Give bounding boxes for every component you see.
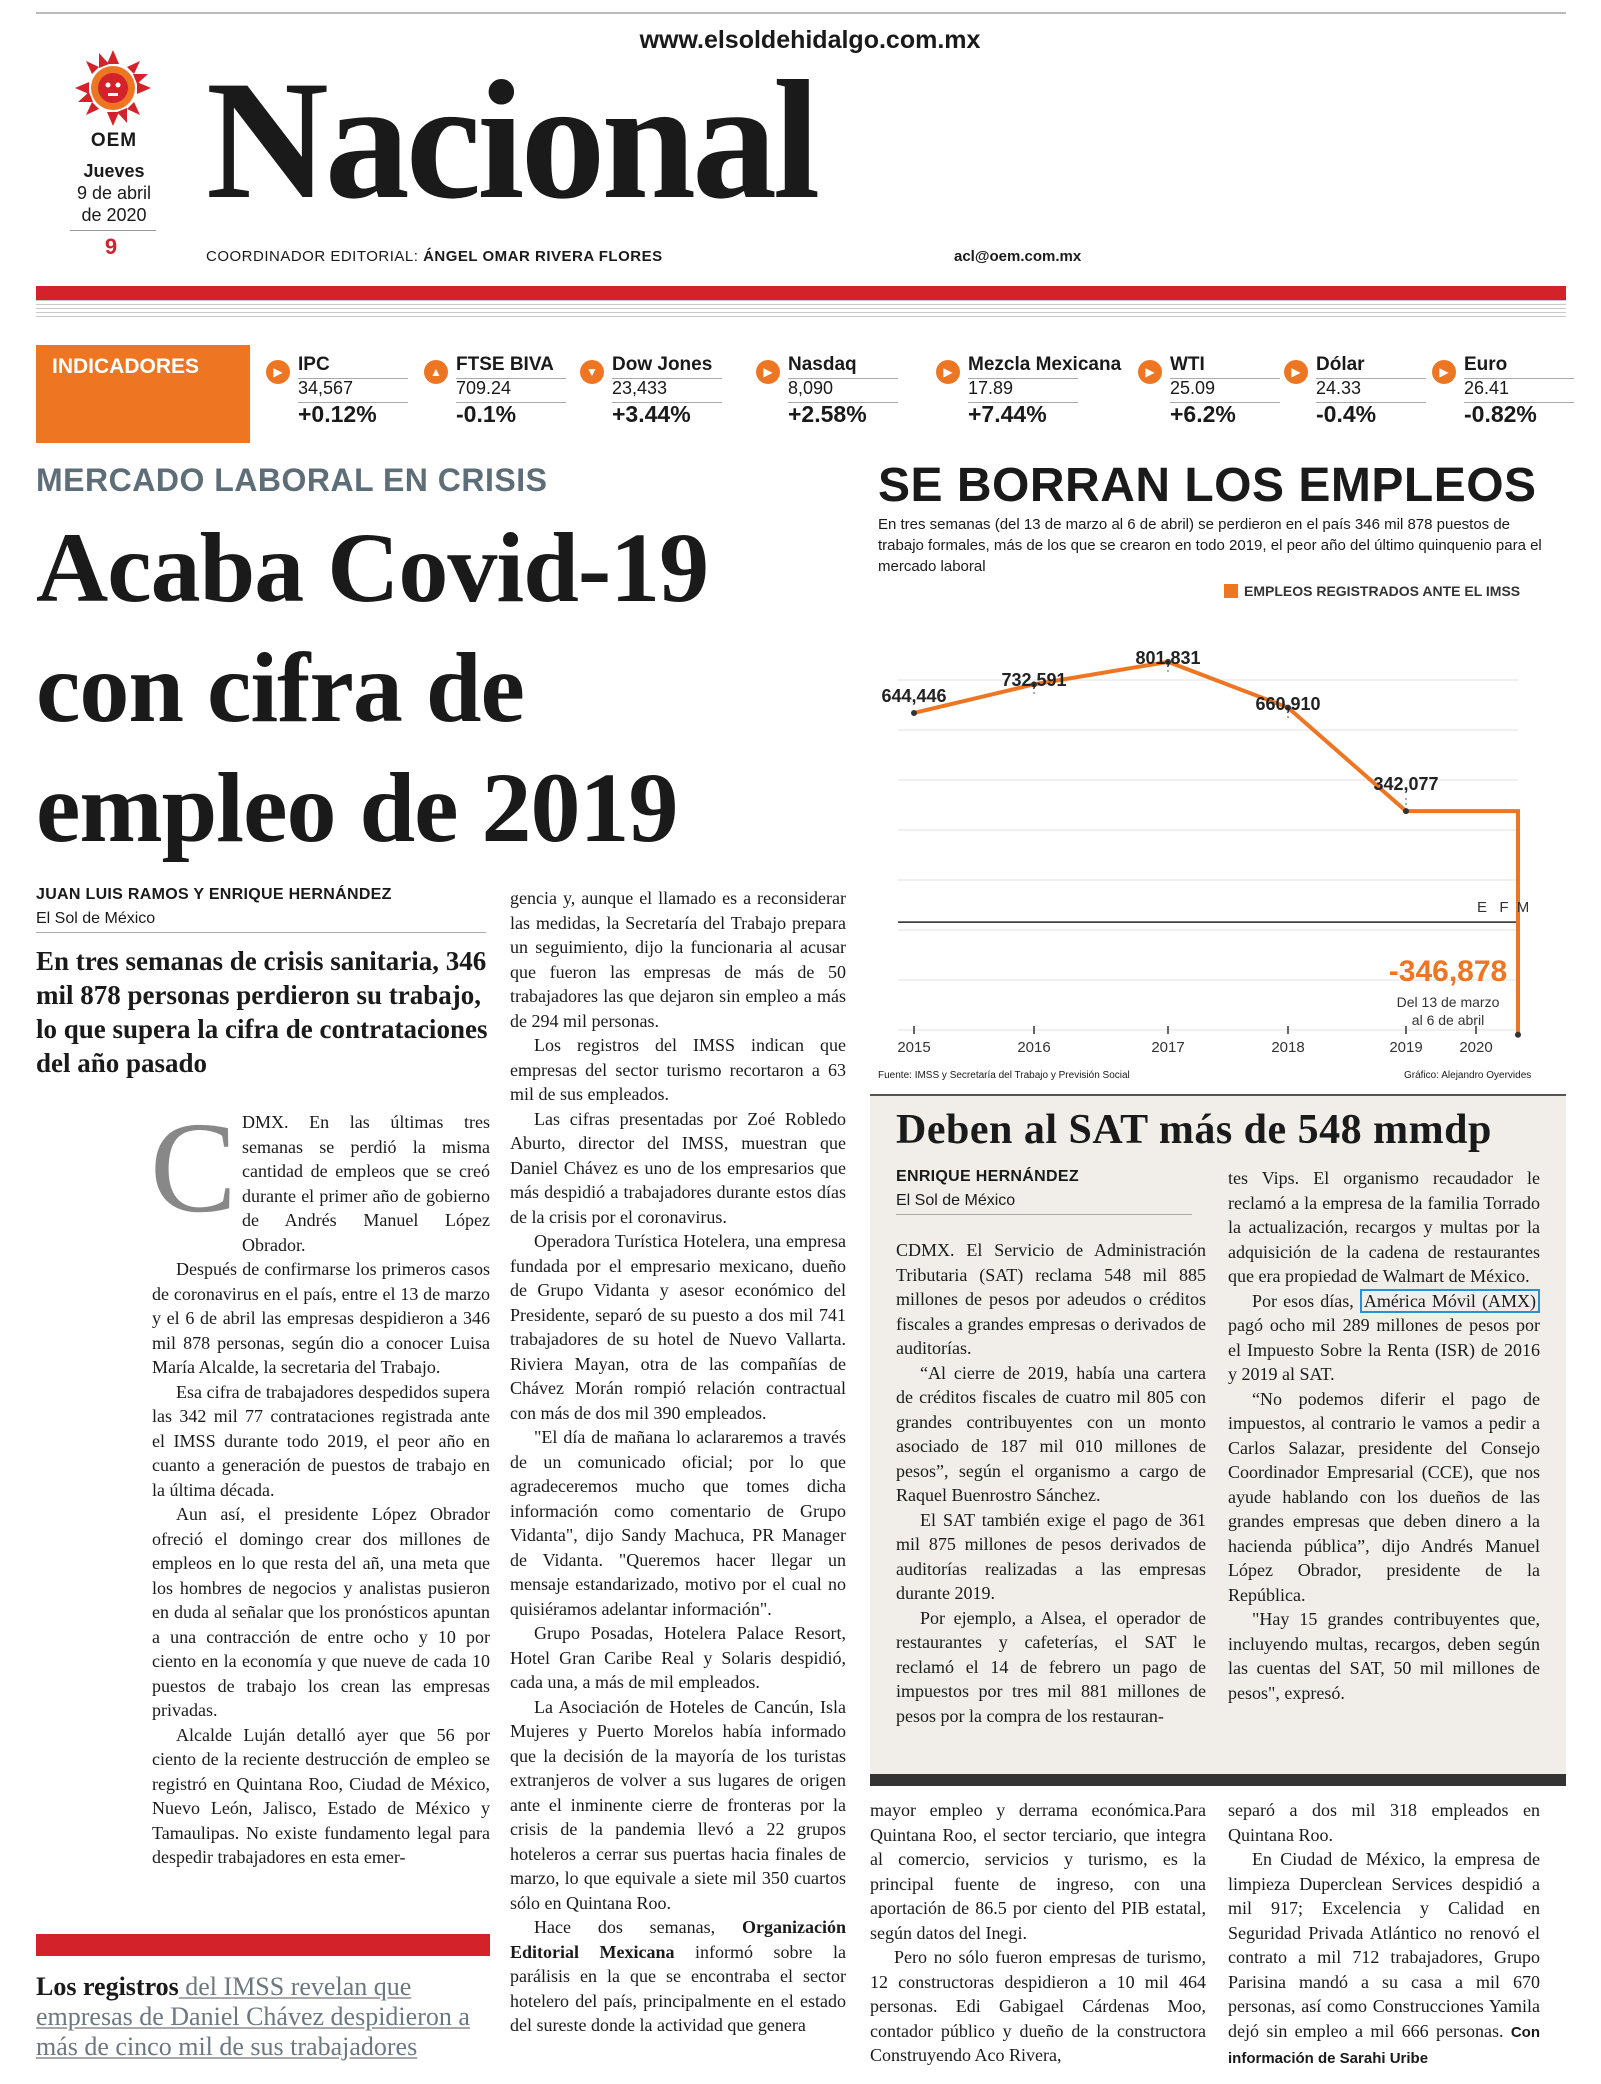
indicator-name: Dow Jones [612,354,713,375]
loss-note: al 6 de abril [1411,1011,1485,1028]
month-label: E [1476,899,1488,917]
date-divider [70,230,156,231]
masthead-hatch [36,300,1566,318]
text-run: pagó ocho mil 289 millones de pesos por el Impuesto Sobre la Renta (ISR) de 2016 y 2019 al SAT. [1228,1315,1540,1384]
text-run: En Ciudad de México, la empresa de limpieza Duperclean Services despidió a mil 917; Excelencia y Calidad en Seguridad Privada Atlántico no renovó el contrato a mil 712 trabajadores, Grupo Parisina mandó a su casa a mil 670 personas, así como Construcciones Yamila dejó sin empleo a mil 666 personas. [1228,1849,1540,2041]
indicator-value: 26.41 [1464,378,1510,398]
arrow-up-icon: ▲ [424,360,448,384]
headline-line-3: empleo de 2019 [36,752,678,863]
chart-credit: Gráfico: Alejandro Oyervides [1404,1070,1532,1081]
story-column-1 [150,1096,490,1870]
sat-byline: ENRIQUE HERNÁNDEZ [896,1168,1079,1185]
headline-line-2: con cifra de [36,632,524,743]
indicator-0 [266,352,416,444]
sat-paragraph: tes Vips. El organismo recaudador le reclamó a la empresa de la familia Torrado la actualización, recargos y multas por la adquisición de la cadena de restaurantes que era propiedad de Walmart de México. [1228,1168,1540,1286]
coordinator-line [206,248,663,265]
story-paragraph: Grupo Posadas, Hotelera Palace Resort, Hotel Gran Caribe Real y Solaris despidió, cada una, a más de mil empleados. [510,1623,846,1692]
indicator-value: 8,090 [788,378,834,398]
page-number: 9 [104,234,118,259]
text-run: informó sobre la parálisis en la que se encontraba el sector hotelero del país, principalmente en el estado del sureste donde la actividad que genera [510,1941,847,2035]
indicator-name: Dólar [1316,354,1365,375]
x-tick-label: 2020 [1459,1039,1493,1056]
indicator-change: +0.12% [298,401,377,427]
sat-byline-rule [896,1214,1192,1215]
story-paragraph [1228,1847,1540,2072]
indicator-name: FTSE BIVA [456,354,554,375]
indicator-change: +2.58% [788,401,867,427]
highlighted-entity[interactable]: América Móvil (AMX) [1360,1289,1540,1313]
sat-paragraph: “No podemos diferir el pago de impuestos, al contrario le vamos a pedir a Carlos Salazar, presidente del Consejo Coordinador Empresarial (CCE), que nos ayude hablando con los dueños de las grandes empresas que deben dinero a la hacienda pública”, dijo Andrés Manuel López Obrador, presidente de la República. [1228,1388,1540,1605]
indicator-name: WTI [1170,354,1205,375]
sat-column-1 [896,1238,1206,1728]
pullquote-lead: Los registros [36,1972,179,2001]
indicator-value: 709.24 [456,378,512,398]
story-column-3 [870,1798,1206,2068]
indicator-3 [756,352,906,444]
coordinator-name: ÁNGEL OMAR RIVERA FLORES [423,248,663,265]
loss-note: Del 13 de marzo [1396,993,1500,1010]
indicator-change: -0.4% [1316,401,1377,427]
sat-paragraph: CDMX. El Servicio de Administración Tributaria (SAT) reclama 548 mil 885 millones de pesos por adeudos o créditos fiscales a grandes empresas o derivados de auditorías. [896,1240,1206,1358]
sat-column-2 [1228,1166,1540,1705]
indicator-5 [1138,352,1288,444]
arrow-right-icon: ▶ [1138,360,1162,384]
sat-paragraph: El SAT también exige el pago de 361 mil 875 millones de pesos derivados de auditorías realizadas a las empresas durante 2019. [896,1509,1206,1603]
indicator-name: IPC [298,354,330,375]
story-paragraph [510,1915,846,2038]
issue-date-line2: de 2020 [81,205,147,225]
story-column-2 [510,886,846,2038]
issue-day: Jueves [83,161,145,181]
story-paragraph: Los registros del IMSS indican que empresas del sector turismo recortaron a 63 mil de sus empleados. [510,1035,846,1104]
data-label: 342,077 [1373,774,1439,794]
contact-email[interactable]: acl@oem.com.mx [954,248,1082,265]
x-tick-label: 2015 [897,1039,931,1056]
data-point [911,710,917,716]
story-paragraph: Aun así, el presidente López Obrador ofreció el domingo crear dos millones de empleos en lo que resta del añ, una meta que los hombres de negocios y analistas pusieron en duda al señalar que los pronósticos apuntan a una contracción de entre ocho y 10 por ciento en la economía y que nueve de cada 10 puestos de trabajo los crean las empresas privadas. [152,1504,490,1720]
indicator-value: 24.33 [1316,378,1362,398]
arrow-right-icon: ▶ [936,360,960,384]
issue-date [66,160,162,226]
pullquote-red-bar [36,1934,490,1956]
sat-bottom-bar [870,1774,1566,1786]
indicator-change: -0.1% [456,401,517,427]
story-credit: Con información de Sarahi Uribe [1228,2023,1541,2067]
section-title: Nacional [206,46,817,234]
indicator-1 [424,352,574,444]
data-label: 732,591 [1001,670,1067,690]
story-paragraph: La Asociación de Hoteles de Cancún, Isla Mujeres y Puerto Morelos había informado que la decisión de la mayoría de los turistas extranjeros de volver a sus lugares de origen ante el inminente cierre de fronteras por la crisis de la pandemia llevó a 22 grupos hoteleros a cerrar sus puertas hacia finales de marzo, lo que equivale a siete mil 350 cuartos sólo en Quintana Roo. [510,1696,846,1913]
story-headline [36,508,866,868]
sat-paragraph: "Hay 15 grandes contribuyentes que, incluyendo multas, recargos, deben según las cuentas del SAT, 50 mil millones de pesos", expresó. [1228,1609,1540,1703]
sat-byline-org: El Sol de México [896,1192,1016,1209]
headline-line-1: Acaba Covid-19 [36,512,709,623]
indicators-label: INDICADORES [36,345,250,443]
indicator-value: 17.89 [968,378,1014,398]
arrow-right-icon: ▶ [266,360,290,384]
indicator-name: Mezcla Mexicana [968,354,1122,375]
indicator-value: 23,433 [612,378,668,398]
indicator-7 [1432,352,1582,444]
indicator-name: Nasdaq [788,354,857,375]
top-rule [36,12,1566,14]
loss-label: -346,878 [1388,954,1508,988]
chart-source: Fuente: IMSS y Secretaría del Trabajo y Previsión Social [878,1070,1130,1081]
story-paragraph: mayor empleo y derrama económica.Para Quintana Roo, el sector terciario, que integra al comercio, servicios y turismo, es la principal fuente de ingreso, con una aportación de 86.5 por ciento del PIB estatal, según datos del Inegi. [870,1800,1206,1943]
legend-label: EMPLEOS REGISTRADOS ANTE EL IMSS [1244,583,1521,599]
data-label: 801,831 [1135,648,1201,668]
story-paragraph: "El día de mañana lo aclararemos a través de un comunicado oficial; por lo que agradeceremos mucho que tomes dicha información como comentario de Grupo Vidanta", dijo Sandy Machuca, PR Manager de Vidanta. "Queremos hacer llegar un mensaje estandarizado, motivo por el cual no quisiéramos adelantar información". [510,1427,846,1619]
sat-paragraph: Por ejemplo, a Alsea, el operador de restaurantes y cafeterías, el SAT le reclamó el 14 de febrero un pago de impuestos por tres mil 881 millones de pesos por la compra de los restauran- [896,1607,1206,1726]
arrow-down-icon: ▼ [580,360,604,384]
x-tick-label: 2019 [1389,1039,1423,1056]
x-tick-label: 2018 [1271,1039,1305,1056]
month-label: F [1499,899,1509,917]
indicator-value: 25.09 [1170,378,1216,398]
employment-chart [878,578,1558,1058]
indicator-change: -0.82% [1464,401,1537,427]
data-label: 644,446 [881,686,947,706]
pullquote [36,1972,496,2062]
pullquote-text: del IMSS revelan que empresas de Daniel Chávez despidieron a más de cinco mil de sus trabajadores [36,1972,470,2061]
sat-paragraph [1228,1289,1540,1387]
masthead-red-bar [36,286,1566,300]
sat-headline: Deben al SAT más de 548 mmdp [896,1107,1492,1153]
story-paragraph: Pero no sólo fueron empresas de turismo, 12 constructoras despidieron a 10 mil 464 personas. Edi Gabigael Cárdenas Moo, contador público y dueño de la constructora Construyendo Aco Rivera, [870,1947,1206,2065]
site-url[interactable]: www.elsoldehidalgo.com.mx [639,26,981,54]
story-column-4 [1228,1798,1540,2072]
drop-cap: C [150,1096,237,1240]
story-paragraph: Las cifras presentadas por Zoé Robledo Aburto, director del IMSS, muestran que Daniel Chávez es uno de los empresarios que más despidió a trabajadores durante estos días de la crisis por el coronavirus. [510,1108,846,1227]
arrow-right-icon: ▶ [1284,360,1308,384]
sat-paragraph: “Al cierre de 2019, había una cartera de créditos fiscales de cuatro mil 805 con grandes contribuyentes con un monto asociado de 187 mil 010 millones de pesos”, según el organismo a cargo de Raquel Buenrostro Sánchez. [896,1362,1206,1505]
story-paragraph: DMX. En las últimas tres semanas se perdió la misma cantidad de empleos que se creó durante el primer año de gobierno de Andrés Manuel López Obrador. [242,1112,490,1255]
month-label: M [1516,899,1530,917]
oem-logo-text: OEM [90,130,138,151]
indicator-name: Euro [1464,354,1508,375]
story-byline-org: El Sol de México [36,910,156,927]
arrow-right-icon: ▶ [1432,360,1456,384]
indicator-change: +7.44% [968,401,1047,427]
story-paragraph: Esa cifra de trabajadores despedidos supera las 342 mil 77 contrataciones registrada ante el IMSS durante todo 2019, el peor año en cuanto a generación de puestos de trabajo en la última década. [152,1381,490,1500]
x-tick-label: 2017 [1151,1039,1185,1056]
indicator-change: +6.2% [1170,401,1236,427]
text-run: Por esos días, [1252,1290,1360,1311]
indicator-4 [936,352,1122,444]
story-paragraph: gencia y, aunque el llamado es a reconsiderar las medidas, la Secretaría del Trabajo prepara un seguimiento, dijo la funcionaria al acusar que fueron las empresas de más de 50 trabajadores las que dejaron sin empleo a más de 294 mil personas. [510,888,846,1031]
x-tick-label: 2016 [1017,1039,1051,1056]
story-paragraph: separó a dos mil 318 empleados en Quintana Roo. [1228,1800,1540,1845]
legend-swatch [1224,584,1238,598]
story-paragraph: Alcalde Luján detalló ayer que 56 por ciento de la reciente destrucción de empleo se registró en Quintana Roo, Ciudad de México, Nuevo León, Jalisco, Estado de México y Tamaulipas. No existe fundamento legal para despedir trabajadores en esta emer- [152,1724,490,1867]
indicator-6 [1284,352,1434,444]
indicator-value: 34,567 [298,378,354,398]
data-label: 660,910 [1255,694,1321,714]
story-deck: En tres semanas de crisis sanitaria, 346 mil 878 personas perdieron su trabajo, lo que supera la cifra de contrataciones del año pasado [36,946,488,1078]
indicator-change: +3.44% [612,401,691,427]
oem-mention: Organización Editorial Mexicana [510,1917,846,1962]
data-point [1403,808,1409,814]
arrow-right-icon: ▶ [756,360,780,384]
indicator-2 [580,352,730,444]
story-byline: JUAN LUIS RAMOS Y ENRIQUE HERNÁNDEZ [36,886,392,903]
story-kicker: MERCADO LABORAL EN CRISIS [36,462,548,498]
chart-subtitle: En tres semanas (del 13 de marzo al 6 de abril) se perdieron en el país 346 mil 878 puestos de trabajo formales, más de los que se crearon en todo 2019, el peor año del último quinquenio para el mercado laboral [878,516,1542,575]
byline-rule [36,932,486,933]
issue-date-line1: 9 de abril [76,183,152,203]
story-paragraph: Operadora Turística Hotelera, una empresa fundada por el empresario mexicano, dueño de Grupo Vidanta y asesor económico del Presidente, separó de su puesto a dos mil 741 trabajadores de su hotel de Nuevo Vallarta. Riviera Mayan, otra de las compañías de Chávez Morán rompió relación contractual con más de dos mil 390 empleados. [510,1231,846,1423]
coordinator-label: COORDINADOR EDITORIAL: [206,248,419,265]
chart-title: SE BORRAN LOS EMPLEOS [878,459,1537,512]
text-run: Hace dos semanas, [534,1917,742,1937]
story-paragraph: Después de confirmarse los primeros casos de coronavirus en el país, entre el 13 de marzo y el 6 de abril las empresas despidieron a 346 mil 878 personas, según dio a conocer Luisa María Alcalde, la secretaria del Trabajo. [152,1259,490,1377]
data-point [1515,1032,1521,1038]
